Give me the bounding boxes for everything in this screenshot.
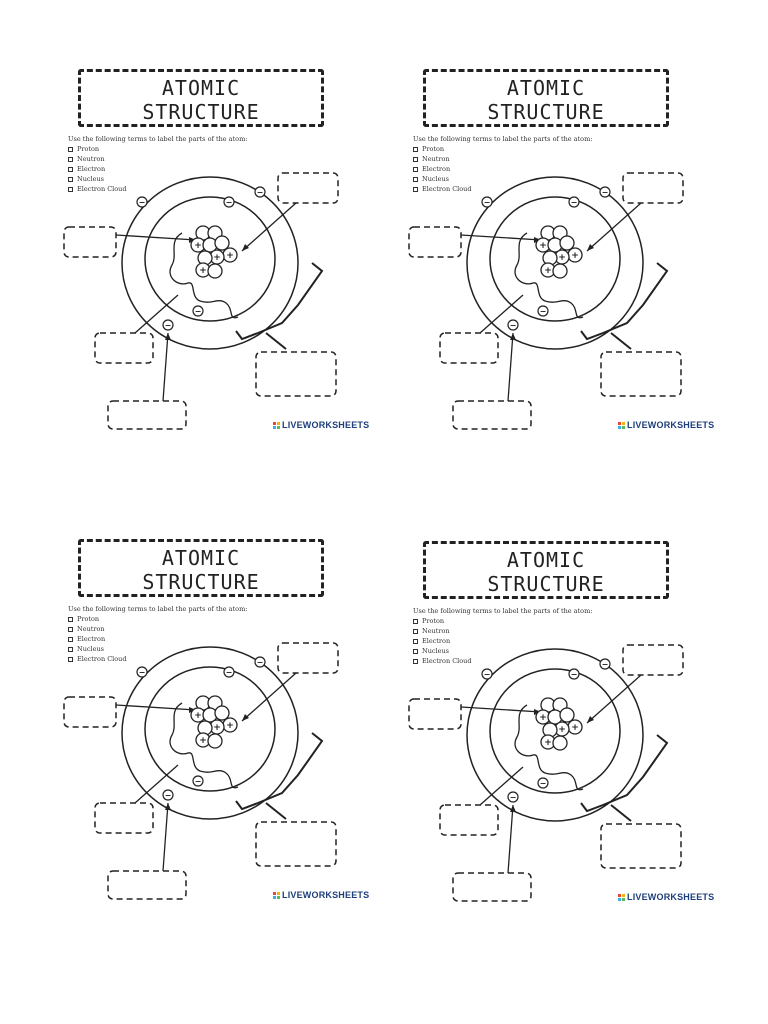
label-box-top-right[interactable] [623, 173, 683, 203]
terms-list [413, 144, 472, 194]
term-label: Electron [422, 637, 451, 645]
title-line-1: ATOMIC [506, 76, 586, 100]
label-box-lower-right[interactable] [601, 352, 681, 396]
electron-sign: − [539, 779, 547, 788]
nucleon [553, 264, 567, 278]
electron-sign: − [225, 668, 233, 677]
label-box-lower-left[interactable] [440, 805, 498, 835]
pointer-line-electron [508, 805, 513, 873]
term-label: Nucleus [77, 645, 104, 653]
electron-sign: − [509, 321, 517, 330]
brand-name: LIVEWORKSHEETS [282, 890, 370, 900]
liveworksheets-logo[interactable] [273, 890, 369, 900]
term-checkbox[interactable] [68, 617, 73, 622]
title-box [78, 69, 324, 127]
term-item[interactable] [413, 144, 472, 154]
nucleon [215, 236, 229, 250]
pointer-line-proton [116, 705, 196, 710]
electron-sign: − [570, 670, 578, 679]
instructions: Use the following terms to label the parts of the atom: [413, 607, 593, 615]
term-checkbox[interactable] [413, 157, 418, 162]
electron-sign: − [539, 307, 547, 316]
arrowhead [165, 803, 171, 810]
term-label: Nucleus [77, 175, 104, 183]
worksheet-panel-1 [60, 65, 390, 445]
proton-sign: + [544, 266, 552, 276]
term-checkbox[interactable] [68, 167, 73, 172]
term-item[interactable] [413, 164, 472, 174]
term-item[interactable] [413, 184, 472, 194]
term-label: Neutron [422, 155, 450, 163]
proton-sign: + [558, 253, 566, 263]
title-box [423, 541, 669, 599]
label-box-lower-right[interactable] [256, 822, 336, 866]
term-checkbox[interactable] [68, 157, 73, 162]
nucleon [208, 264, 222, 278]
bracket-tick [266, 333, 286, 349]
term-item[interactable] [68, 174, 127, 184]
term-item[interactable] [413, 616, 472, 626]
brand-name: LIVEWORKSHEETS [627, 892, 715, 902]
term-checkbox[interactable] [68, 637, 73, 642]
arrowhead [510, 805, 516, 812]
term-checkbox[interactable] [68, 647, 73, 652]
pointer-line-electron [163, 333, 168, 401]
term-checkbox[interactable] [413, 147, 418, 152]
term-item[interactable] [68, 654, 127, 664]
term-checkbox[interactable] [413, 167, 418, 172]
label-box-left[interactable] [409, 699, 461, 729]
term-item[interactable] [68, 144, 127, 154]
proton-sign: + [571, 723, 579, 733]
worksheet-panel-4 [405, 537, 735, 917]
electron-sign: − [256, 658, 264, 667]
pointer-line-electron [163, 803, 168, 871]
title-line-2: STRUCTURE [487, 572, 605, 596]
term-item[interactable] [413, 626, 472, 636]
title-line-1: ATOMIC [161, 546, 241, 570]
term-item[interactable] [413, 154, 472, 164]
title-line-2: STRUCTURE [487, 100, 605, 124]
instructions: Use the following terms to label the parts of the atom: [413, 135, 593, 143]
nucleon [560, 236, 574, 250]
term-checkbox[interactable] [413, 177, 418, 182]
brand-name: LIVEWORKSHEETS [627, 420, 715, 430]
worksheet-panel-2 [405, 65, 735, 445]
brand-name: LIVEWORKSHEETS [282, 420, 370, 430]
instructions: Use the following terms to label the parts of the atom: [68, 135, 248, 143]
proton-sign: + [194, 711, 202, 721]
term-label: Electron Cloud [77, 655, 127, 663]
label-box-top-right[interactable] [623, 645, 683, 675]
electron-sign: − [483, 670, 491, 679]
nucleon [215, 706, 229, 720]
liveworksheets-mark-icon [618, 422, 625, 429]
nucleon [560, 708, 574, 722]
term-item[interactable] [413, 636, 472, 646]
term-item[interactable] [68, 154, 127, 164]
liveworksheets-logo[interactable] [618, 420, 714, 430]
pointer-line-electron [508, 333, 513, 401]
label-box-lower-left[interactable] [95, 333, 153, 363]
term-label: Proton [77, 615, 100, 623]
liveworksheets-mark-icon [273, 892, 280, 899]
electron-sign: − [601, 660, 609, 669]
term-label: Neutron [77, 625, 105, 633]
bracket-tick [266, 803, 286, 819]
electron-sign: − [601, 188, 609, 197]
proton-sign: + [199, 266, 207, 276]
label-box-left[interactable] [64, 697, 116, 727]
electron-sign: − [138, 668, 146, 677]
title-line-2: STRUCTURE [142, 570, 260, 594]
label-box-top-right[interactable] [278, 643, 338, 673]
terms-list [413, 616, 472, 666]
bracket-line [236, 263, 322, 339]
pointer-line-proton [461, 707, 541, 712]
title-box [423, 69, 669, 127]
label-box-lower-right[interactable] [601, 824, 681, 868]
term-checkbox[interactable] [68, 627, 73, 632]
pointer-line-proton [116, 235, 196, 240]
bracket-line [581, 263, 667, 339]
nucleon [553, 736, 567, 750]
term-item[interactable] [68, 644, 127, 654]
term-item[interactable] [413, 656, 472, 666]
term-label: Electron [77, 165, 106, 173]
proton-sign: + [226, 721, 234, 731]
term-label: Nucleus [422, 647, 449, 655]
term-item[interactable] [68, 184, 127, 194]
term-label: Proton [422, 145, 445, 153]
liveworksheets-mark-icon [618, 894, 625, 901]
electron-sign: − [194, 777, 202, 786]
electron-sign: − [509, 793, 517, 802]
label-box-top-right[interactable] [278, 173, 338, 203]
proton-sign: + [213, 253, 221, 263]
term-label: Nucleus [422, 175, 449, 183]
proton-sign: + [571, 251, 579, 261]
term-label: Proton [422, 617, 445, 625]
label-box-left[interactable] [409, 227, 461, 257]
proton-sign: + [194, 241, 202, 251]
arrowhead [165, 333, 171, 340]
term-label: Neutron [77, 155, 105, 163]
term-item[interactable] [413, 646, 472, 656]
label-box-bottom[interactable] [453, 401, 531, 429]
bracket-tick [611, 333, 631, 349]
terms-list [68, 614, 127, 664]
label-box-lower-right[interactable] [256, 352, 336, 396]
terms-list [68, 144, 127, 194]
proton-sign: + [539, 713, 547, 723]
title-line-2: STRUCTURE [142, 100, 260, 124]
title-line-1: ATOMIC [161, 76, 241, 100]
label-box-bottom[interactable] [108, 871, 186, 899]
bracket-line [581, 735, 667, 811]
term-label: Electron [77, 635, 106, 643]
instructions: Use the following terms to label the parts of the atom: [68, 605, 248, 613]
term-item[interactable] [68, 624, 127, 634]
liveworksheets-mark-icon [273, 422, 280, 429]
term-checkbox[interactable] [68, 187, 73, 192]
term-checkbox[interactable] [413, 629, 418, 634]
term-checkbox[interactable] [413, 187, 418, 192]
electron-sign: − [194, 307, 202, 316]
proton-sign: + [226, 251, 234, 261]
label-box-left[interactable] [64, 227, 116, 257]
term-label: Electron [422, 165, 451, 173]
term-checkbox[interactable] [68, 657, 73, 662]
term-item[interactable] [413, 174, 472, 184]
pointer-line-proton [461, 235, 541, 240]
term-label: Proton [77, 145, 100, 153]
term-item[interactable] [68, 614, 127, 624]
worksheet-panel-3 [60, 535, 390, 915]
electron-sign: − [225, 198, 233, 207]
proton-sign: + [539, 241, 547, 251]
electron-sign: − [164, 321, 172, 330]
term-label: Electron Cloud [422, 657, 472, 665]
bracket-line [236, 733, 322, 809]
label-box-lower-left[interactable] [95, 803, 153, 833]
title-box [78, 539, 324, 597]
label-box-bottom[interactable] [108, 401, 186, 429]
label-box-lower-left[interactable] [440, 333, 498, 363]
liveworksheets-logo[interactable] [273, 420, 369, 430]
term-label: Electron Cloud [422, 185, 472, 193]
electron-sign: − [570, 198, 578, 207]
title-line-1: ATOMIC [506, 548, 586, 572]
term-item[interactable] [68, 164, 127, 174]
term-checkbox[interactable] [68, 147, 73, 152]
proton-sign: + [558, 725, 566, 735]
proton-sign: + [544, 738, 552, 748]
electron-sign: − [138, 198, 146, 207]
label-box-bottom[interactable] [453, 873, 531, 901]
electron-sign: − [483, 198, 491, 207]
term-checkbox[interactable] [413, 619, 418, 624]
term-item[interactable] [68, 634, 127, 644]
term-checkbox[interactable] [413, 659, 418, 664]
term-label: Electron Cloud [77, 185, 127, 193]
term-checkbox[interactable] [68, 177, 73, 182]
term-checkbox[interactable] [413, 639, 418, 644]
proton-sign: + [199, 736, 207, 746]
electron-sign: − [256, 188, 264, 197]
term-label: Neutron [422, 627, 450, 635]
electron-sign: − [164, 791, 172, 800]
nucleon [208, 734, 222, 748]
term-checkbox[interactable] [413, 649, 418, 654]
liveworksheets-logo[interactable] [618, 892, 714, 902]
bracket-tick [611, 805, 631, 821]
arrowhead [510, 333, 516, 340]
proton-sign: + [213, 723, 221, 733]
